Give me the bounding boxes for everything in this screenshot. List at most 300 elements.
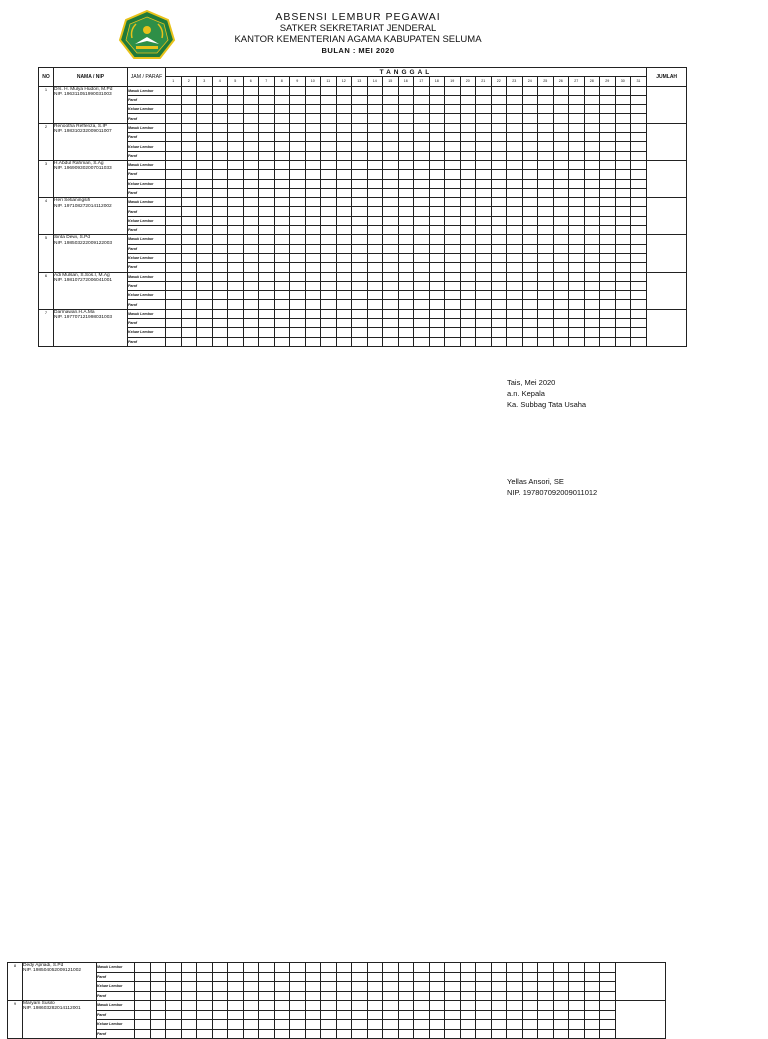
attendance-cell [491, 991, 507, 1001]
attendance-cell [569, 133, 585, 142]
attendance-cell [553, 207, 569, 216]
attendance-cell [600, 160, 616, 169]
attendance-cell [476, 244, 492, 253]
attendance-cell [305, 337, 321, 346]
attendance-cell [352, 86, 368, 95]
attendance-cell [166, 151, 182, 160]
day-number: 15 [383, 77, 399, 86]
attendance-cell [615, 179, 631, 188]
attendance-cell [460, 1029, 476, 1039]
employee-name-nip [54, 86, 128, 123]
table-row [39, 188, 687, 197]
attendance-cell [414, 105, 430, 114]
attendance-cell [584, 337, 600, 346]
attendance-cell [228, 86, 244, 95]
attendance-cell [166, 300, 182, 309]
row-label: Paraf [128, 281, 166, 290]
row-label: Masuk Lembur [128, 309, 166, 318]
attendance-cell [584, 300, 600, 309]
attendance-cell [507, 328, 523, 337]
attendance-cell [507, 309, 523, 318]
attendance-cell [274, 235, 290, 244]
attendance-cell [259, 95, 275, 104]
attendance-cell [445, 319, 461, 328]
attendance-cell [429, 160, 445, 169]
attendance-cell [383, 244, 399, 253]
attendance-cell [429, 133, 445, 142]
attendance-cell [538, 337, 554, 346]
attendance-cell [336, 291, 352, 300]
attendance-cell [429, 226, 445, 235]
attendance-cell [259, 1020, 275, 1030]
attendance-cell [135, 1010, 151, 1020]
attendance-cell [460, 1010, 476, 1020]
attendance-cell [460, 319, 476, 328]
attendance-cell [259, 114, 275, 123]
attendance-cell [212, 1001, 228, 1011]
attendance-cell [600, 291, 616, 300]
attendance-cell [135, 982, 151, 992]
attendance-cell [243, 244, 259, 253]
day-number: 29 [600, 77, 616, 86]
attendance-cell [383, 216, 399, 225]
attendance-cell [259, 1029, 275, 1039]
row-label: Masuk Lembur [128, 160, 166, 169]
attendance-cell [491, 1010, 507, 1020]
attendance-cell [352, 1029, 368, 1039]
attendance-cell [336, 1010, 352, 1020]
attendance-cell [166, 142, 182, 151]
attendance-cell [584, 281, 600, 290]
attendance-cell [181, 188, 197, 197]
attendance-cell [553, 216, 569, 225]
attendance-cell [336, 179, 352, 188]
attendance-cell [584, 1010, 600, 1020]
attendance-cell [491, 963, 507, 973]
attendance-cell [538, 133, 554, 142]
attendance-cell [491, 151, 507, 160]
attendance-cell [615, 151, 631, 160]
attendance-cell [600, 133, 616, 142]
attendance-cell [553, 1020, 569, 1030]
attendance-cell [290, 272, 306, 281]
attendance-cell [383, 982, 399, 992]
attendance-cell [336, 198, 352, 207]
attendance-cell [429, 95, 445, 104]
attendance-cell [600, 272, 616, 281]
attendance-cell [321, 982, 337, 992]
attendance-cell [181, 133, 197, 142]
attendance-cell [166, 263, 182, 272]
table-row [8, 1010, 666, 1020]
attendance-cell [228, 253, 244, 262]
attendance-cell [507, 142, 523, 151]
attendance-cell [522, 170, 538, 179]
attendance-cell [600, 86, 616, 95]
attendance-cell [414, 133, 430, 142]
attendance-cell [538, 253, 554, 262]
attendance-cell [615, 216, 631, 225]
attendance-cell [569, 216, 585, 225]
attendance-cell [228, 133, 244, 142]
attendance-cell [181, 1020, 197, 1030]
attendance-cell [321, 151, 337, 160]
attendance-cell [367, 179, 383, 188]
attendance-cell [414, 1029, 430, 1039]
attendance-cell [197, 198, 213, 207]
attendance-cell [135, 1020, 151, 1030]
attendance-cell [600, 95, 616, 104]
attendance-cell [197, 281, 213, 290]
attendance-cell [569, 1029, 585, 1039]
attendance-cell [197, 272, 213, 281]
total-cell [646, 86, 687, 123]
attendance-cell [460, 337, 476, 346]
attendance-cell [274, 309, 290, 318]
table-row [39, 328, 687, 337]
attendance-cell [615, 86, 631, 95]
attendance-cell [367, 216, 383, 225]
attendance-cell [615, 170, 631, 179]
attendance-cell [429, 319, 445, 328]
employee-nip: NIP. 196909302007011033 [54, 166, 112, 172]
attendance-cell [367, 142, 383, 151]
attendance-cell [600, 1001, 616, 1011]
attendance-cell [367, 991, 383, 1001]
attendance-cell [352, 216, 368, 225]
attendance-cell [460, 86, 476, 95]
attendance-cell [538, 114, 554, 123]
row-label: Paraf [128, 244, 166, 253]
attendance-cell [305, 179, 321, 188]
attendance-cell [615, 328, 631, 337]
attendance-cell [476, 1029, 492, 1039]
table-row [8, 991, 666, 1001]
attendance-cell [398, 123, 414, 132]
attendance-cell [631, 105, 647, 114]
attendance-cell [584, 328, 600, 337]
attendance-cell [414, 123, 430, 132]
employee-name: Maryam Susilo [23, 1001, 55, 1006]
col-jumlah-header: JUMLAH [646, 68, 687, 87]
attendance-cell [274, 272, 290, 281]
attendance-cell [584, 179, 600, 188]
attendance-cell [383, 319, 399, 328]
attendance-cell [553, 963, 569, 973]
attendance-cell [600, 226, 616, 235]
attendance-cell [336, 160, 352, 169]
attendance-cell [166, 198, 182, 207]
attendance-cell [197, 337, 213, 346]
attendance-cell [305, 160, 321, 169]
attendance-cell [476, 142, 492, 151]
attendance-cell [228, 1020, 244, 1030]
attendance-cell [538, 300, 554, 309]
attendance-cell [600, 142, 616, 151]
attendance-cell [553, 160, 569, 169]
row-label: Keluar Lembur [128, 142, 166, 151]
attendance-cell [367, 86, 383, 95]
attendance-cell [290, 1001, 306, 1011]
attendance-cell [538, 216, 554, 225]
attendance-cell [336, 123, 352, 132]
attendance-cell [600, 114, 616, 123]
attendance-cell [491, 328, 507, 337]
attendance-cell [166, 226, 182, 235]
attendance-cell [522, 1020, 538, 1030]
row-label: Paraf [97, 991, 135, 1001]
attendance-cell [445, 982, 461, 992]
attendance-cell [460, 216, 476, 225]
attendance-cell [631, 244, 647, 253]
attendance-cell [259, 244, 275, 253]
day-number: 23 [507, 77, 523, 86]
document-header [200, 12, 516, 56]
attendance-cell [569, 1001, 585, 1011]
row-label: Keluar Lembur [128, 105, 166, 114]
attendance-cell [569, 991, 585, 1001]
attendance-cell [429, 263, 445, 272]
attendance-cell [352, 263, 368, 272]
attendance-cell [615, 263, 631, 272]
attendance-cell [600, 123, 616, 132]
attendance-cell [491, 179, 507, 188]
attendance-cell [367, 188, 383, 197]
attendance-cell [600, 963, 616, 973]
attendance-cell [398, 142, 414, 151]
attendance-cell [491, 1029, 507, 1039]
employee-name: Drs. H. Mulya Hudori, M.Pd [54, 86, 113, 92]
attendance-cell [305, 263, 321, 272]
attendance-cell [166, 328, 182, 337]
attendance-cell [584, 319, 600, 328]
attendance-cell [352, 114, 368, 123]
attendance-cell [197, 133, 213, 142]
attendance-cell [259, 253, 275, 262]
day-number: 22 [491, 77, 507, 86]
attendance-cell [305, 216, 321, 225]
attendance-cell [460, 105, 476, 114]
table-row [39, 198, 687, 207]
attendance-cell [429, 216, 445, 225]
attendance-cell [166, 207, 182, 216]
attendance-cell [336, 1029, 352, 1039]
row-label: Keluar Lembur [97, 1020, 135, 1030]
attendance-cell [445, 151, 461, 160]
attendance-cell [212, 963, 228, 973]
attendance-cell [352, 123, 368, 132]
attendance-cell [569, 309, 585, 318]
attendance-cell [352, 244, 368, 253]
attendance-cell [398, 198, 414, 207]
attendance-cell [491, 133, 507, 142]
attendance-cell [274, 972, 290, 982]
signature-block-top [507, 377, 586, 410]
attendance-cell [600, 309, 616, 318]
attendance-cell [507, 160, 523, 169]
attendance-cell [553, 1029, 569, 1039]
attendance-cell [243, 328, 259, 337]
attendance-cell [460, 170, 476, 179]
employee-nip: NIP. 197108272014112002 [54, 203, 112, 209]
attendance-cell [615, 281, 631, 290]
attendance-cell [553, 114, 569, 123]
attendance-cell [305, 86, 321, 95]
attendance-cell [274, 133, 290, 142]
attendance-cell [197, 963, 213, 973]
attendance-cell [522, 198, 538, 207]
attendance-cell [429, 1020, 445, 1030]
attendance-cell [615, 291, 631, 300]
day-number: 11 [321, 77, 337, 86]
attendance-cell [569, 188, 585, 197]
attendance-cell [197, 300, 213, 309]
attendance-cell [414, 216, 430, 225]
attendance-cell [321, 95, 337, 104]
attendance-cell [274, 188, 290, 197]
attendance-cell [553, 95, 569, 104]
attendance-cell [615, 123, 631, 132]
attendance-cell [166, 179, 182, 188]
attendance-cell [507, 86, 523, 95]
employee-name: H.Abdul Rahman, S.Ag [54, 160, 104, 166]
attendance-cell [553, 1001, 569, 1011]
day-number: 7 [259, 77, 275, 86]
attendance-cell [243, 281, 259, 290]
day-number: 27 [569, 77, 585, 86]
attendance-cell [522, 309, 538, 318]
attendance-cell [321, 133, 337, 142]
attendance-cell [290, 188, 306, 197]
attendance-cell [228, 105, 244, 114]
attendance-cell [398, 216, 414, 225]
attendance-cell [491, 142, 507, 151]
attendance-cell [569, 142, 585, 151]
attendance-cell [166, 216, 182, 225]
attendance-cell [243, 86, 259, 95]
attendance-cell [321, 281, 337, 290]
attendance-cell [197, 982, 213, 992]
attendance-cell [569, 151, 585, 160]
attendance-cell [212, 179, 228, 188]
attendance-cell [398, 272, 414, 281]
row-label: Masuk Lembur [128, 272, 166, 281]
employee-number: 8 [8, 963, 23, 1001]
attendance-cell [445, 207, 461, 216]
attendance-cell [259, 972, 275, 982]
attendance-cell [553, 123, 569, 132]
attendance-cell [476, 281, 492, 290]
attendance-cell [460, 235, 476, 244]
attendance-cell [414, 281, 430, 290]
attendance-cell [522, 300, 538, 309]
attendance-cell [228, 319, 244, 328]
attendance-cell [367, 133, 383, 142]
attendance-cell [212, 291, 228, 300]
attendance-cell [352, 198, 368, 207]
day-number: 26 [553, 77, 569, 86]
attendance-cell [274, 105, 290, 114]
attendance-cell [414, 337, 430, 346]
attendance-cell [336, 328, 352, 337]
attendance-cell [491, 253, 507, 262]
attendance-cell [197, 170, 213, 179]
attendance-cell [631, 198, 647, 207]
day-number: 18 [429, 77, 445, 86]
attendance-cell [600, 253, 616, 262]
attendance-cell [522, 179, 538, 188]
attendance-cell [414, 309, 430, 318]
total-cell [646, 272, 687, 309]
attendance-cell [631, 142, 647, 151]
attendance-cell [522, 1029, 538, 1039]
attendance-cell [305, 291, 321, 300]
attendance-cell [631, 216, 647, 225]
attendance-cell [491, 105, 507, 114]
attendance-cell [445, 114, 461, 123]
attendance-cell [367, 235, 383, 244]
attendance-cell [615, 133, 631, 142]
attendance-cell [522, 281, 538, 290]
attendance-cell [367, 281, 383, 290]
attendance-cell [228, 337, 244, 346]
attendance-cell [150, 982, 166, 992]
attendance-cell [476, 207, 492, 216]
attendance-cell [305, 151, 321, 160]
attendance-cell [631, 300, 647, 309]
table-row [39, 300, 687, 309]
attendance-cell [398, 963, 414, 973]
attendance-cell [414, 1001, 430, 1011]
attendance-cell [305, 105, 321, 114]
day-number: 2 [181, 77, 197, 86]
attendance-cell [181, 337, 197, 346]
attendance-cell [507, 319, 523, 328]
attendance-cell [522, 123, 538, 132]
attendance-cell [181, 1029, 197, 1039]
attendance-cell [259, 982, 275, 992]
attendance-cell [584, 1029, 600, 1039]
attendance-cell [336, 991, 352, 1001]
attendance-cell [538, 982, 554, 992]
attendance-cell [507, 291, 523, 300]
attendance-cell [445, 963, 461, 973]
attendance-cell [584, 272, 600, 281]
attendance-cell [615, 253, 631, 262]
table-row [8, 1020, 666, 1030]
attendance-cell [336, 86, 352, 95]
day-number: 8 [274, 77, 290, 86]
attendance-cell [414, 188, 430, 197]
table-row [39, 244, 687, 253]
attendance-cell [274, 170, 290, 179]
attendance-cell [491, 123, 507, 132]
attendance-cell [383, 170, 399, 179]
attendance-cell [600, 972, 616, 982]
attendance-cell [181, 235, 197, 244]
attendance-cell [445, 244, 461, 253]
attendance-cell [166, 1020, 182, 1030]
attendance-cell [212, 1010, 228, 1020]
attendance-cell [181, 151, 197, 160]
row-label: Paraf [128, 151, 166, 160]
attendance-cell [383, 328, 399, 337]
employee-name-nip [23, 1001, 97, 1039]
attendance-cell [305, 272, 321, 281]
attendance-cell [336, 982, 352, 992]
attendance-cell [414, 207, 430, 216]
attendance-cell [383, 1029, 399, 1039]
